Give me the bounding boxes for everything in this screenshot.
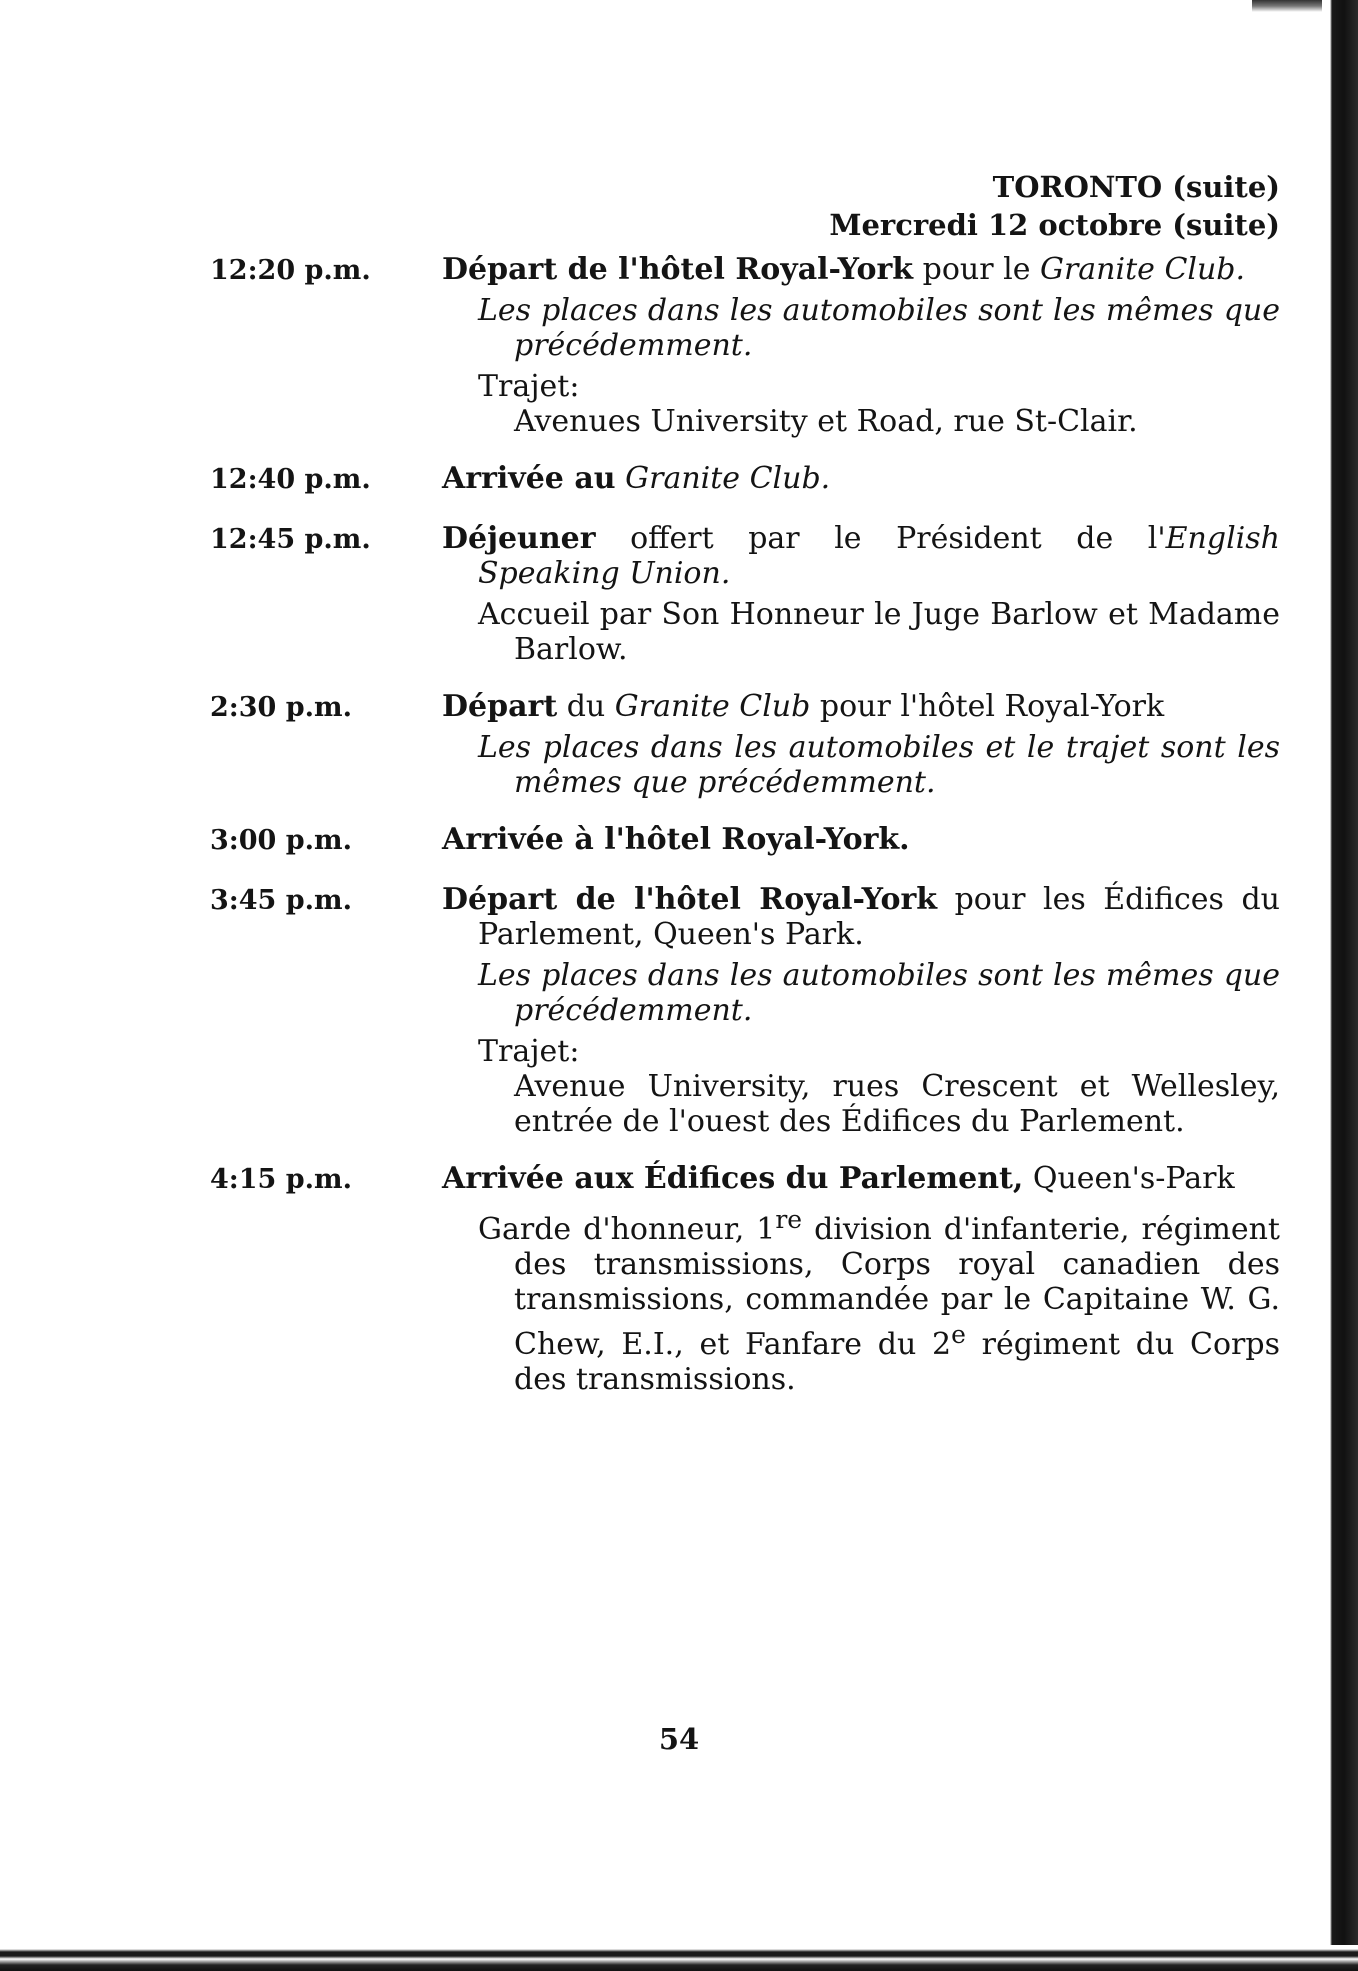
ordinal-superscript: re — [775, 1205, 803, 1234]
entry-main-italic: Granite Club. — [1039, 252, 1246, 287]
entry-main — [442, 461, 1280, 496]
entry-body — [442, 461, 1280, 499]
entry-sub — [478, 1202, 1280, 1397]
entry-time: 12:20 p.m. — [210, 255, 371, 286]
schedule-entry — [210, 1161, 1280, 1397]
entry-main-text: du — [557, 689, 615, 724]
entry-time: 3:00 p.m. — [210, 825, 352, 856]
entry-main-italic: Granite Club — [614, 689, 811, 724]
entry-sub-text: Garde d'honneur, 1 — [478, 1212, 776, 1247]
entry-time: 2:30 p.m. — [210, 692, 352, 723]
header-city: TORONTO (suite) — [992, 170, 1280, 204]
entry-main-text: Queen's-Park — [1023, 1161, 1235, 1196]
entry-body — [442, 252, 1280, 439]
entry-main — [442, 521, 1280, 591]
entry-main-bold: Arrivée au — [442, 461, 616, 496]
entry-route-label: Trajet: — [478, 369, 580, 404]
entry-time: 4:15 p.m. — [210, 1164, 352, 1195]
entry-sub-text: division d'infanterie, régiment des transmissions, Corps royal canadien des transmissions, commandée par le Capitaine W. G. Chew, E.I., et Fanfare du 2 — [514, 1212, 1280, 1362]
entry-main-bold: Départ — [442, 689, 558, 724]
entry-body — [442, 822, 1280, 860]
entry-main-bold: Départ de l'hôtel Royal-York — [442, 252, 914, 287]
schedule-entry — [210, 822, 1280, 860]
entry-body — [442, 521, 1280, 667]
entry-main — [442, 689, 1280, 724]
entry-note: Les places dans les automobiles sont les mêmes que précédemment. — [478, 958, 1280, 1028]
entry-main — [442, 1161, 1280, 1196]
page-content — [210, 168, 1280, 1419]
entry-note: Les places dans les automobiles sont les mêmes que précédemment. — [478, 293, 1280, 363]
entry-body — [442, 1161, 1280, 1397]
entry-main-text: pour l'hôtel Royal-York — [810, 689, 1165, 724]
entry-sub: Accueil par Son Honneur le Juge Barlow et Madame Barlow. — [478, 597, 1280, 667]
entry-main — [442, 252, 1280, 287]
entry-main-text: offert par le Président de l' — [595, 521, 1166, 556]
page-header — [210, 168, 1280, 244]
entry-main — [442, 822, 1280, 857]
entry-main-italic: Granite Club. — [625, 461, 831, 496]
entry-route: Avenues University et Road, rue St-Clair. — [514, 404, 1138, 439]
entry-main-italic: English Speaking Union. — [478, 521, 1280, 591]
entry-main-bold: Arrivée à l'hôtel Royal-York. — [442, 822, 910, 857]
page-number: 54 — [658, 1722, 700, 1756]
ordinal-superscript: e — [951, 1320, 966, 1349]
entry-body — [442, 689, 1280, 800]
scan-edge-right — [1322, 0, 1358, 1971]
scan-edge-top — [1252, 0, 1322, 12]
schedule-entry — [210, 521, 1280, 667]
entry-note: Les places dans les automobiles et le trajet sont les mêmes que précédemment. — [478, 730, 1280, 800]
entry-route-label: Trajet: — [478, 1034, 580, 1069]
header-date: Mercredi 12 octobre (suite) — [829, 208, 1280, 242]
entry-time: 12:40 p.m. — [210, 464, 371, 495]
schedule-entry — [210, 689, 1280, 800]
schedule-entry — [210, 882, 1280, 1139]
schedule-entry — [210, 252, 1280, 439]
entry-time: 12:45 p.m. — [210, 524, 371, 555]
entry-route: Avenue University, rues Crescent et Wellesley, entrée de l'ouest des Édifices du Parlement. — [514, 1069, 1280, 1139]
entry-body — [442, 882, 1280, 1139]
scan-edge-bottom — [0, 1945, 1358, 1971]
schedule-entry — [210, 461, 1280, 499]
entry-sub-text: régiment du Corps des transmissions. — [514, 1327, 1281, 1397]
entry-main-bold: Déjeuner — [442, 521, 596, 556]
entry-main-text: pour les Édifices du Parlement, Queen's Park. — [478, 882, 1280, 952]
entry-main — [442, 882, 1280, 952]
entry-main-bold: Départ de l'hôtel Royal-York — [442, 882, 938, 917]
entry-main-text: pour le — [913, 252, 1040, 287]
entry-time: 3:45 p.m. — [210, 885, 352, 916]
entry-main-bold: Arrivée aux Édifices du Parlement, — [442, 1161, 1024, 1196]
